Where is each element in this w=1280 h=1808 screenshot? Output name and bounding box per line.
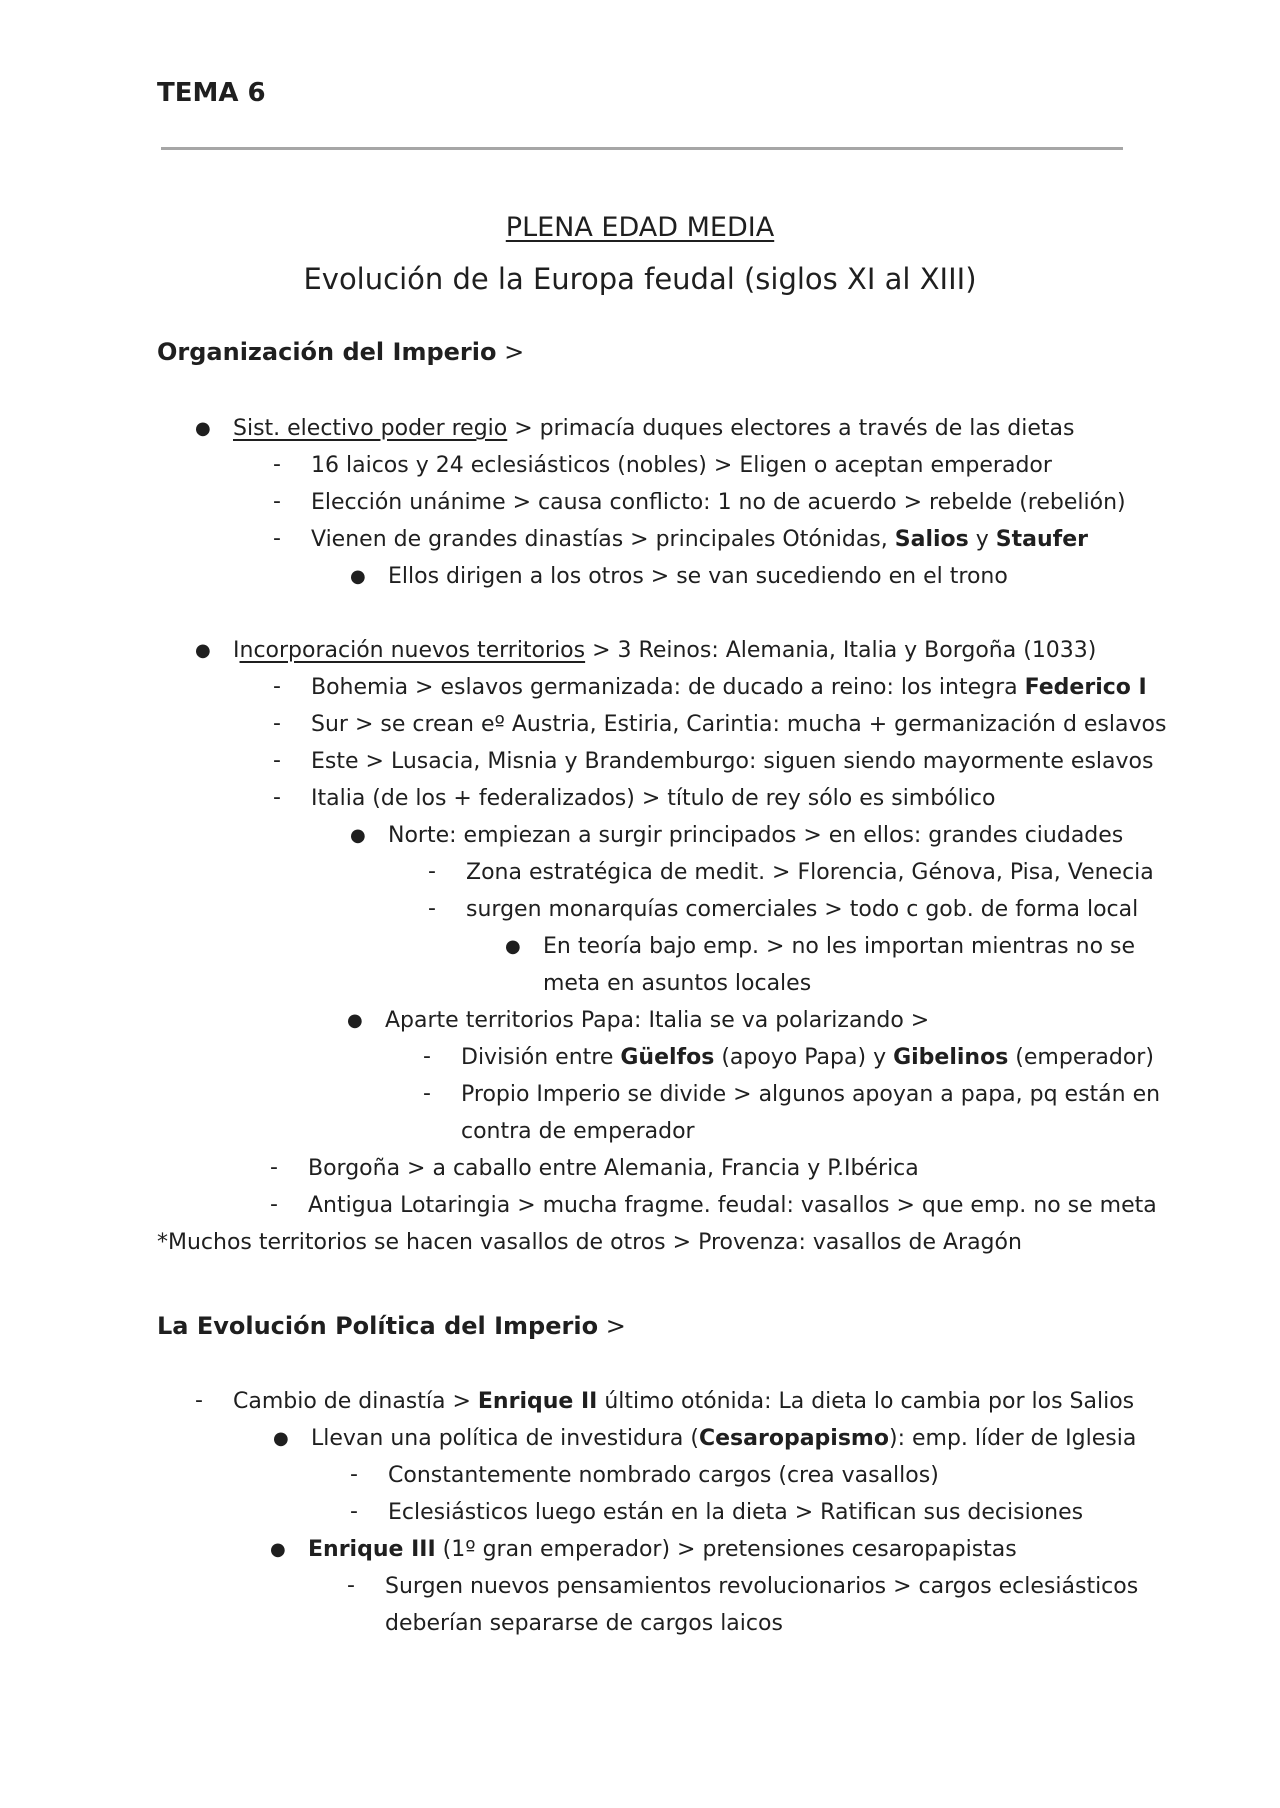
list-item: Antigua Lotaringia > mucha fragme. feudal: vasallos > que emp. no se meta — [308, 1193, 1157, 1218]
list-item: Propio Imperio se divide > algunos apoyan a papa, pq están en — [461, 1082, 1161, 1107]
bullet-glyph: ● — [273, 1428, 289, 1449]
list-item-text: I — [233, 638, 240, 663]
list-item-text: > 3 Reinos: Alemania, Italia y Borgoña (1033) — [585, 638, 1097, 663]
list-item-text: Llevan una política de investidura ( — [311, 1426, 699, 1451]
list-item: Surgen nuevos pensamientos revolucionarios > cargos eclesiásticos — [385, 1574, 1139, 1599]
list-item: surgen monarquías comerciales > todo c gob. de forma local — [466, 897, 1139, 922]
bullet-glyph: ● — [195, 418, 211, 439]
bullet-glyph: ● — [350, 825, 366, 846]
list-item — [311, 674, 1147, 702]
list-item: Elección unánime > causa conflicto: 1 no de acuerdo > rebelde (rebelión) — [311, 490, 1126, 515]
list-item: En teoría bajo emp. > no les importan mientras no se — [543, 934, 1136, 959]
section-heading-suffix: > — [598, 1312, 626, 1340]
section-heading-text: Organización del Imperio — [157, 338, 497, 366]
dash-glyph: - — [428, 896, 436, 921]
dash-glyph: - — [350, 1462, 358, 1487]
dash-glyph: - — [270, 1155, 278, 1180]
bullet-glyph: ● — [505, 936, 521, 957]
list-item — [311, 1425, 1136, 1453]
footnote: *Muchos territorios se hacen vasallos de otros > Provenza: vasallos de Aragón — [157, 1230, 1022, 1255]
dash-glyph: - — [273, 489, 281, 514]
list-item: Italia (de los + federalizados) > título de rey sólo es simbólico — [311, 786, 996, 811]
bold-term: Gibelinos — [893, 1045, 1009, 1070]
bold-term: Enrique III — [308, 1537, 436, 1562]
bold-term: Cesaropapismo — [698, 1426, 889, 1451]
list-item-text: (1º gran emperador) > pretensiones cesaropapistas — [435, 1537, 1017, 1562]
dash-glyph: - — [423, 1044, 431, 1069]
list-item — [233, 1388, 1134, 1416]
dash-glyph: - — [347, 1573, 355, 1598]
doc-title: TEMA 6 — [157, 78, 266, 108]
dash-glyph: - — [423, 1081, 431, 1106]
list-item-text: Cambio de dinastía > — [233, 1389, 478, 1414]
list-item: Sur > se crean eº Austria, Estiria, Carintia: mucha + germanización d eslavos — [311, 712, 1167, 737]
main-title-text: PLENA EDAD MEDIA — [505, 212, 775, 243]
section-heading-evolucion — [157, 1312, 626, 1340]
list-item — [461, 1044, 1154, 1072]
dash-glyph: - — [273, 452, 281, 477]
list-item-text: (emperador) — [1008, 1045, 1154, 1070]
section-heading-suffix: > — [496, 338, 525, 366]
list-item — [308, 1536, 1017, 1564]
section-heading-text: La Evolución Política del Imperio — [157, 1312, 599, 1340]
list-item-text: Bohemia > eslavos germanizada: de ducado a reino: los integra — [311, 675, 1025, 700]
list-item-text: > primacía duques electores a través de las dietas — [507, 416, 1075, 441]
bullet-glyph: ● — [350, 566, 366, 587]
section-heading-organizacion — [157, 338, 524, 366]
list-item-text: Vienen de grandes dinastías > principales Otónidas, — [311, 527, 895, 552]
subtitle: Evolución de la Europa feudal (siglos XI al XIII) — [303, 262, 977, 296]
list-item: 16 laicos y 24 eclesiásticos (nobles) > Eligen o aceptan emperador — [311, 453, 1052, 478]
bullet-glyph: ● — [195, 640, 211, 661]
bold-term: Enrique II — [477, 1389, 598, 1414]
bold-term: Salios — [894, 527, 969, 552]
dash-glyph: - — [195, 1388, 203, 1413]
dash-glyph: - — [273, 711, 281, 736]
list-item-continuation: deberían separarse de cargos laicos — [385, 1611, 783, 1636]
bullet-glyph: ● — [347, 1010, 363, 1031]
bold-term: Staufer — [995, 527, 1088, 552]
bullet-glyph: ● — [270, 1539, 286, 1560]
list-item: Este > Lusacia, Misnia y Brandemburgo: siguen siendo mayormente eslavos — [311, 749, 1154, 774]
list-item-text: (apoyo Papa) y — [714, 1045, 894, 1070]
list-item-text: último otónida: La dieta lo cambia por los Salios — [597, 1389, 1135, 1414]
list-item-text: ): emp. líder de Iglesia — [888, 1426, 1137, 1451]
list-item: Borgoña > a caballo entre Alemania, Francia y P.Ibérica — [308, 1156, 919, 1181]
list-item: Norte: empiezan a surgir principados > en ellos: grandes ciudades — [388, 823, 1124, 848]
list-item — [311, 526, 1088, 554]
list-item — [233, 415, 1074, 443]
bold-term: Federico I — [1024, 675, 1147, 700]
list-item-continuation: contra de emperador — [461, 1119, 695, 1144]
dash-glyph: - — [273, 785, 281, 810]
list-item-continuation: meta en asuntos locales — [543, 971, 812, 996]
main-title — [0, 212, 1280, 243]
bold-term: Güelfos — [620, 1045, 715, 1070]
list-item: Aparte territorios Papa: Italia se va polarizando > — [385, 1008, 930, 1033]
underlined-term: ncorporación nuevos territorios — [239, 638, 586, 663]
list-item: Ellos dirigen a los otros > se van sucediendo en el trono — [388, 564, 1008, 589]
dash-glyph: - — [273, 526, 281, 551]
dash-glyph: - — [428, 859, 436, 884]
underlined-term: Sist. electivo poder regio — [233, 416, 508, 441]
list-item: Constantemente nombrado cargos (crea vasallos) — [388, 1463, 939, 1488]
list-item — [233, 637, 1096, 665]
list-item-text: y — [968, 527, 996, 552]
horizontal-divider — [161, 147, 1123, 150]
list-item: Zona estratégica de medit. > Florencia, Génova, Pisa, Venecia — [466, 860, 1154, 885]
dash-glyph: - — [273, 674, 281, 699]
list-item-text: División entre — [461, 1045, 621, 1070]
list-item: Eclesiásticos luego están en la dieta > Ratifican sus decisiones — [388, 1500, 1084, 1525]
dash-glyph: - — [270, 1192, 278, 1217]
dash-glyph: - — [350, 1499, 358, 1524]
dash-glyph: - — [273, 748, 281, 773]
